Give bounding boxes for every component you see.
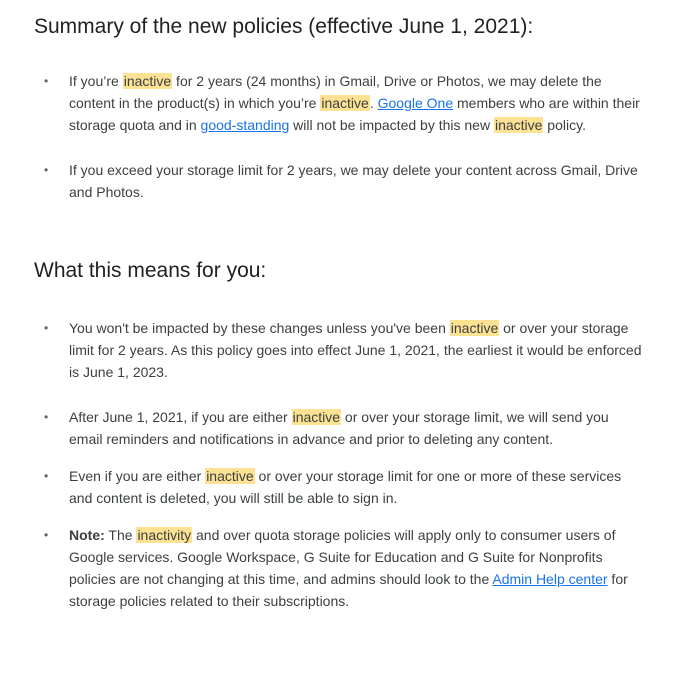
list-item — [0, 159, 686, 203]
list-item — [0, 317, 686, 383]
highlight-inactive: inactive — [450, 320, 499, 336]
highlight-inactive: inactive — [292, 409, 341, 425]
highlight-inactivity: inactivity — [137, 527, 192, 543]
text: If you exceed your storage limit for 2 years, we may delete your content across Gmail, Drive and Photos. — [69, 162, 638, 200]
text: members who are within their storage quota and in — [69, 95, 640, 133]
summary-heading: Summary of the new policies (effective June 1, 2021): — [34, 15, 534, 38]
text: The — [104, 527, 137, 543]
text: for 2 years (24 months) in Gmail, Drive or Photos, we may delete the content in the product(s) in which you’re — [69, 73, 602, 111]
note-label: Note: — [69, 527, 105, 543]
highlight-inactive: inactive — [206, 468, 254, 484]
list-item — [0, 465, 686, 509]
text: and over quota storage policies will apply only to consumer users of Google services. Google Workspace, G Suite for Education and G Suite for Nonprofits policies are not changing at this time, and admins should look to the — [69, 527, 616, 587]
highlight-inactive: inactive — [321, 95, 369, 111]
bullet-icon: • — [44, 163, 49, 177]
admin-help-center-link[interactable]: Admin Help center — [492, 571, 608, 587]
text: for storage policies related to their subscriptions. — [69, 571, 628, 609]
text: or over your storage limit for one or more of these services and content is deleted, you will still be able to sign in. — [69, 468, 622, 506]
bullet-icon: • — [44, 74, 49, 88]
text: If you’re — [69, 73, 123, 89]
text: . — [369, 95, 378, 111]
text: Even if you are either — [69, 468, 206, 484]
text: You won't be impacted by these changes unless you've been — [69, 320, 450, 336]
bullet-icon: • — [44, 321, 49, 335]
list-item — [0, 524, 686, 612]
list-item — [0, 70, 686, 136]
text: or over your storage limit, we will send you email reminders and notifications in advance and prior to deleting any content. — [69, 409, 609, 447]
means-heading: What this means for you: — [34, 259, 267, 282]
highlight-inactive: inactive — [123, 73, 172, 89]
means-list — [0, 317, 686, 612]
bullet-icon: • — [44, 528, 49, 542]
good-standing-link[interactable]: good-standing — [200, 117, 290, 133]
highlight-inactive: inactive — [494, 117, 543, 133]
bullet-icon: • — [44, 469, 49, 483]
bullet-icon: • — [44, 410, 49, 424]
summary-list — [0, 70, 686, 203]
text: or over your storage limit for 2 years. As this policy goes into effect June 1, 2021, the earliest it would be enforced is June 1, 2023. — [69, 320, 642, 380]
google-one-link[interactable]: Google One — [377, 95, 454, 111]
text: policy. — [543, 117, 586, 133]
text: After June 1, 2021, if you are either — [69, 409, 292, 425]
list-item — [0, 406, 686, 450]
text: will not be impacted by this new — [289, 117, 494, 133]
